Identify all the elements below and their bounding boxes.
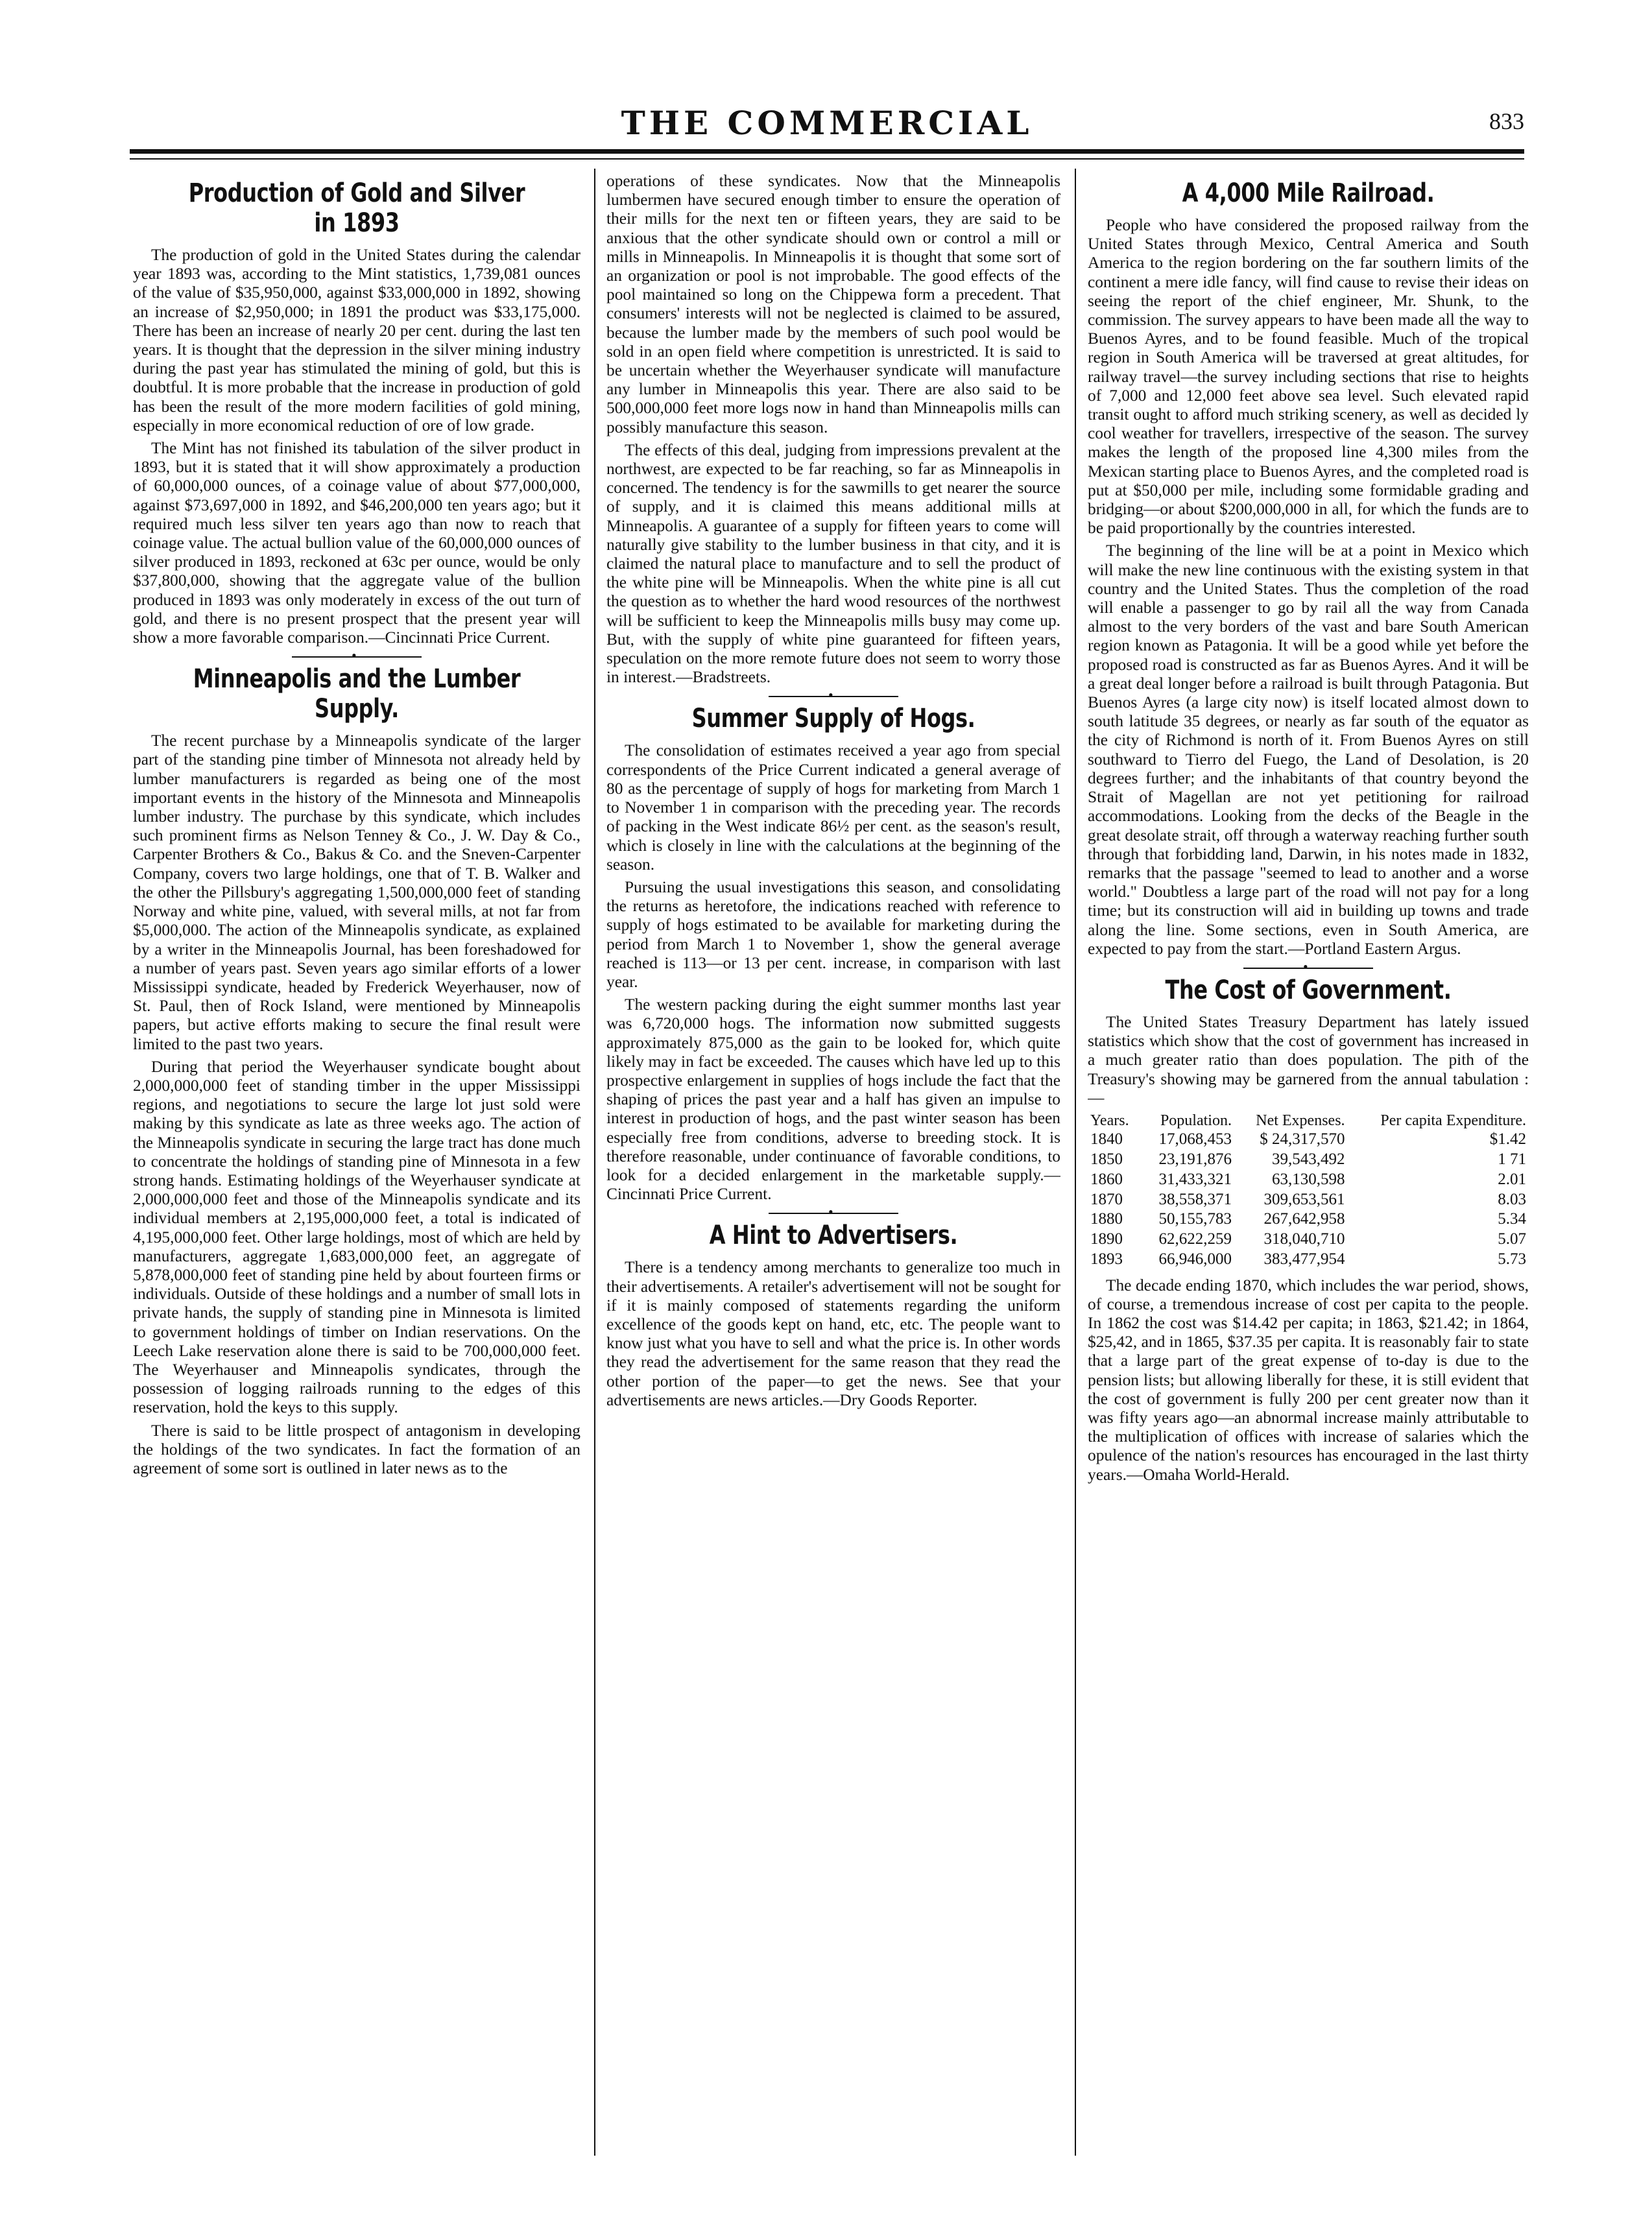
table-cell: 8.03 bbox=[1498, 1190, 1526, 1208]
article-divider bbox=[769, 696, 898, 697]
table-cell: 39,543,492 bbox=[1272, 1150, 1345, 1169]
table-row bbox=[1088, 1250, 1529, 1270]
table-cell: 1860 bbox=[1090, 1170, 1123, 1188]
table-cell: 1840 bbox=[1090, 1130, 1123, 1149]
article-title-government: The Cost of Government. bbox=[1165, 975, 1452, 1005]
table-cell: 1880 bbox=[1090, 1210, 1123, 1228]
table-cell: 318,040,710 bbox=[1263, 1230, 1345, 1248]
table-cell: 23,191,876 bbox=[1158, 1150, 1232, 1169]
article-paragraph: The production of gold in the United States during the calendar year 1893 was, according to the Mint statistics, 1,739,081 ounces of the value of $35,950,000, against $33,000,000 in 1892, showing an increase of $2,950,000; in 1891 the product was $33,175,000. There has been an increase of nearly 20 per cent. during the last ten years. It is thought that the depression in the silver mining industry during the past year has stimulated the mining of gold, but this is doubtful. It is more probable that the increase in production of gold has been the result of the more modern facilities of gold mining, especially in more economical reduction of ore of low grade. bbox=[133, 246, 581, 435]
table-cell: 267,642,958 bbox=[1263, 1210, 1345, 1228]
article-paragraph: There is a tendency among merchants to generalize too much in their advertisements. A retailer's advertisement will not be sought for if it is mainly composed of statements regarding the uniform excellence of the goods kept on hand, etc, etc. The people want to know just what you have to sell and what the price is. In other words they read the advertisement for the same reason that they read the other portion of the paper—to get the news. See that your advertisements are news articles.—Dry Goods Reporter. bbox=[606, 1258, 1060, 1409]
article-divider bbox=[1243, 968, 1373, 969]
masthead-rule-heavy bbox=[130, 149, 1524, 154]
column-3 bbox=[1088, 172, 1529, 2156]
article-title-lumber: Minneapolis and the Lumber Supply. bbox=[193, 664, 521, 724]
article-title-advertisers: A Hint to Advertisers. bbox=[709, 1221, 958, 1251]
table-cell: 63,130,598 bbox=[1272, 1170, 1345, 1188]
table-cell: 31,433,321 bbox=[1158, 1170, 1232, 1188]
table-row bbox=[1088, 1209, 1529, 1230]
column-divider bbox=[1075, 169, 1076, 2156]
table-cell: 5.73 bbox=[1498, 1250, 1526, 1268]
masthead-rule-thin bbox=[130, 158, 1524, 160]
table-cell: 5.07 bbox=[1498, 1230, 1526, 1248]
table-cell: $ 24,317,570 bbox=[1260, 1130, 1345, 1149]
table-row bbox=[1088, 1230, 1529, 1250]
article-paragraph: The western packing during the eight summer months last year was 6,720,000 hogs. The information now submitted suggests approximately 875,000 as the gain to be looked for, which quite likely may in fact be exceeded. The causes which have led up to this prospective enlargement in supplies of hogs include the fact that the shaping of prices the past year and a half has given an impulse to interest in production of hogs, and the past winter season has been especially free from conditions, adverse to breeding stock. It is therefore reasonable, under continuance of favorable conditions, to look for a decided enlargement in the marketable supply.—Cincinnati Price Current. bbox=[606, 995, 1060, 1204]
page-number: 833 bbox=[1489, 108, 1524, 134]
table-cell: 62,622,259 bbox=[1158, 1230, 1232, 1248]
table-cell: 1870 bbox=[1090, 1190, 1123, 1208]
column-1 bbox=[133, 172, 581, 2156]
table-cell: $1.42 bbox=[1489, 1130, 1526, 1149]
table-cell: 2.01 bbox=[1498, 1170, 1526, 1188]
article-paragraph: The Mint has not finished its tabulation of the silver product in 1893, but it is stated that it will show approximately a production of 60,000,000 ounces, of a coinage value of about $77,000,000, against $73,697,000 in 1892, and $46,200,000 ten years ago; but it required much less silver ten years ago than now to reach that coinage value. The actual bullion value of the 60,000,000 ounces of silver produced in 1893, reckoned at 63c per ounce, would be only $37,800,000, showing that the aggregate value of the bullion produced in 1893 was only moderately in excess of the out turn of gold, and there is no present prospect that the present year will show a more favorable comparison.—Cincinnati Price Current. bbox=[133, 439, 581, 647]
column-divider bbox=[594, 169, 595, 2156]
table-row bbox=[1088, 1190, 1529, 1210]
column-2 bbox=[606, 172, 1060, 2156]
expense-table bbox=[1088, 1112, 1529, 1270]
article-paragraph: The beginning of the line will be at a point in Mexico which will make the new line continuous with the existing system in that country and the United States. Thus the completion of the road will enable a passenger to go by rail all the way from Canada almost to the very borders of the vast and bare South American region known as Patagonia. It will be a good while yet before the proposed road is constructed as far as Buenos Ayres. And it will be a great deal longer before a railroad is built through Patagonia. But Buenos Ayres (a large city now) is itself located almost down to south latitude 35 degrees, or nearly as far south of the equator as the city of Richmond is north of it. From Buenos Ayres on still southward to Tierro del Fuego, the Land of Desolation, is 20 degrees further; and the inhabitants of that country beyond the Strait of Magellan are not yet petitioning for railroad accommodations. Looking from the decks of the Beagle in the great desolate strait, off through a waterway reaching further south through that forbidding land, Darwin, in his notes made in 1832, remarks that the passage "seemed to lead to another and a worse world." Doubtless a large part of the road will not pay for a long time; but its construction will aid in building up towns and trade along the line. Some sections, even in South America, are expected to pay from the start.—Portland Eastern Argus. bbox=[1088, 542, 1529, 958]
table-cell: 38,558,371 bbox=[1158, 1190, 1232, 1208]
table-cell: 5.34 bbox=[1498, 1210, 1526, 1228]
article-paragraph: There is said to be little prospect of antagonism in developing the holdings of the two syndicates. In fact the formation of an agreement of some sort is outlined in later news as to the bbox=[133, 1421, 581, 1477]
article-paragraph: During that period the Weyerhauser syndicate bought about 2,000,000,000 feet of standing timber in the upper Mississippi regions, and negotiations to secure the large lot just sold were making by this syndicate as late as three weeks ago. The action of the Minneapolis syndicate in securing the large tract has done much to concentrate the holdings of standing pine of Minnesota in a few strong hands. Estimating holdings of the Weyerhauser syndicate at 2,000,000,000 feet and those of the Minneapolis syndicate and its individual members at 2,195,000,000 feet, a total is indicated of 4,195,000,000 feet. Other large holdings, most of which are held by manufacturers, aggregate 1,683,000,000 feet, an aggregate of 5,878,000,000 feet of standing pine held by about fourteen firms or individuals. Outside of these holdings and a number of small lots in private hands, the supply of standing pine in Minnesota is limited to government holdings of timber on Indian reservations. On the Leech Lake reservation alone there is said to be 700,000,000 feet. The Weyerhauser and Minneapolis syndicates, through the possession of logging railroads running to the edges of this reservation, hold the keys to this supply. bbox=[133, 1057, 581, 1417]
table-header: Population. bbox=[1160, 1112, 1232, 1129]
table-cell: 1890 bbox=[1090, 1230, 1123, 1248]
article-paragraph: People who have considered the proposed railway from the United States through Mexico, Central America and South America to the region bordering on the far southern limits of the continent a mere idle fancy, will find cause to revise their ideas on seeing the report of the chief engineer, Mr. Shunk, to the commission. The survey appears to have been made all the way to Buenos Ayres, and to be found feasible. Much of the tropical region in South America will be traversed at great altitudes, for railway travel—the survey including sections that rise to heights of 7,000 and 12,000 feet above sea level. Such elevated rapid transit ought to afford much striking scenery, as well as decided ly cool weather for travellers, irrespective of the season. The survey makes the length of the proposed line 4,300 miles from the Mexican starting place to Buenos Ayres, and the completed road is put at $50,000 per mile, including some formidable grading and bridging—or about $200,000,000 in all, for which the funds are to be paid proportionally by the countries interested. bbox=[1088, 216, 1529, 538]
table-cell: 50,155,783 bbox=[1158, 1210, 1232, 1228]
table-header-row bbox=[1088, 1112, 1529, 1130]
table-header: Years. bbox=[1090, 1112, 1129, 1129]
table-cell: 1893 bbox=[1090, 1250, 1123, 1268]
table-cell: 17,068,453 bbox=[1158, 1130, 1232, 1149]
table-cell: 383,477,954 bbox=[1263, 1250, 1345, 1268]
table-header: Per capita Expenditure. bbox=[1380, 1112, 1526, 1129]
table-row bbox=[1088, 1170, 1529, 1190]
article-title-gold-silver: Production of Gold and Silver in 1893 bbox=[188, 178, 525, 238]
article-paragraph: The effects of this deal, judging from impressions prevalent at the northwest, are expected to be far reaching, so far as Minneapolis in concerned. The tendency is for the sawmills to get nearer the source of supply, and it is claimed this means additional mills at Minneapolis. A guarantee of a supply for fifteen years to come will naturally give stability to the lumber business in that city, and it is claimed the natural place to manufacture and to sell the product of the white pine will be Minneapolis. When the white pine is all cut the question as to whether the hard wood resources of the northwest will be sufficient to keep the Minneapolis mills busy may come up. But, with the supply of white pine guaranteed for fifteen years, speculation on the more remote future does not seem to worry those in interest.—Bradstreets. bbox=[606, 440, 1060, 687]
article-divider bbox=[769, 1213, 898, 1214]
table-row bbox=[1088, 1150, 1529, 1170]
article-paragraph: The consolidation of estimates received a year ago from special correspondents of the Price Current indicated a general average of 80 as the percentage of supply of hogs for marketing from March 1 to November 1 in comparison with the preceding year. The records of packing in the West indicate 86½ per cent. as the season's result, which is closely in line with the calculations at the beginning of the season. bbox=[606, 741, 1060, 874]
table-cell: 1850 bbox=[1090, 1150, 1123, 1169]
article-paragraph: The United States Treasury Department has lately issued statistics which show that the cost of government has increased in a much greater ratio than does population. The pith of the Treasury's showing may be garnered from the annual tabulation :— bbox=[1088, 1012, 1529, 1107]
article-divider bbox=[292, 656, 422, 658]
table-header: Net Expenses. bbox=[1256, 1112, 1345, 1129]
table-cell: 1 71 bbox=[1498, 1150, 1526, 1169]
article-title-railroad: A 4,000 Mile Railroad. bbox=[1182, 178, 1435, 208]
table-row bbox=[1088, 1130, 1529, 1150]
table-cell: 66,946,000 bbox=[1158, 1250, 1232, 1268]
article-paragraph: Pursuing the usual investigations this season, and consolidating the returns as heretofore, the indications reached with reference to supply of hogs estimated to be available for marketing during the period from March 1 to November 1, show the general average reached is 113—or 13 per cent. increase, in comparison with last year. bbox=[606, 877, 1060, 991]
article-paragraph: The decade ending 1870, which includes the war period, shows, of course, a tremendous increase of cost per capita to the people. In 1862 the cost was $14.42 per capita; in 1863, $21.42; in 1864, $25,42, and in 1865, $37.35 per capita. It is reasonably fair to state that a large part of the great expense of to-day is due to the pension lists; but allowing liberally for these, it is still evident that the cost of government is fully 200 per cent greater now than it was fifty years ago—an abnormal increase mainly attributable to the multiplication of offices with increase of salaries which the opulence of the nation's resources has encouraged in the last thirty years.—Omaha World-Herald. bbox=[1088, 1276, 1529, 1484]
masthead-title: THE COMMERCIAL bbox=[621, 104, 1033, 142]
article-paragraph: The recent purchase by a Minneapolis syndicate of the larger part of the standing pine timber of Minnesota not already held by lumber manufacturers is regarded as being one of the most important events in the history of the Minnesota and Minneapolis lumber industry. The purchase by this syndicate, which includes such prominent firms as Nelson Tenney & Co., J. W. Day & Co., Carpenter Brothers & Co., Bakus & Co. and the Sneven-Carpenter Company, covers two large holdings, one that of T. B. Walker and the other the Pillsbury's aggregating 1,500,000,000 feet of standing Norway and white pine, valued, with several mills, at not far from $5,000,000. The action of the Minneapolis syndicate, as explained by a writer in the Minneapolis Journal, has been foreshadowed for a number of years past. Seven years ago similar efforts of a lower Mississippi syndicate, headed by Frederick Weyerhauser, now of St. Paul, then of Rock Island, were mentioned by Minneapolis papers, but active efforts making to secure the final result were limited to the past two years. bbox=[133, 732, 581, 1053]
table-cell: 309,653,561 bbox=[1263, 1190, 1345, 1208]
masthead bbox=[130, 97, 1524, 156]
article-title-hogs: Summer Supply of Hogs. bbox=[691, 704, 976, 734]
article-paragraph-continued: operations of these syndicates. Now that the Minneapolis lumbermen have secured enough timber to ensure the operation of their mills for the next ten or fifteen years, they are said to be anxious that the other syndicate should own or control a mill or mills in Minneapolis. In Minneapolis it is thought that some sort of an organization or pool is not improbable. The good effects of the pool maintained so long on the Chippewa form a precedent. That consumers' interests will not be neglected is claimed to be assured, because the lumber made by the members of such pool would be sold in an open field where competition is unrestricted. It is said to be uncertain whether the Weyerhauser syndicate will manufacture any lumber in Minneapolis this year. There are also said to be 500,000,000 feet more logs now in hand than Minneapolis mills can possibly manufacture this season. bbox=[606, 172, 1060, 436]
